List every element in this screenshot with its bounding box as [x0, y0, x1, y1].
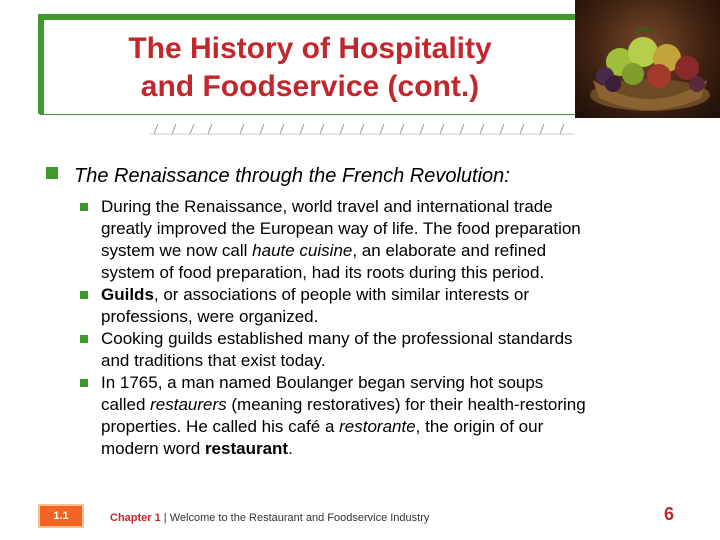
emphasis-text: restaurers	[150, 395, 227, 414]
bullet-text-line: greatly improved the European way of life. The food preparation	[101, 219, 581, 238]
bullet-text-line: modern word restaurant.	[101, 439, 293, 458]
title-line-1: The History of Hospitality	[128, 32, 492, 65]
decorative-ruler	[150, 122, 574, 136]
square-bullet-icon	[80, 291, 88, 299]
bullet-text-line: system of food preparation, had its roots during this period.	[101, 263, 545, 282]
bullet-text-line: system we now call haute cuisine, an elaborate and refined	[101, 241, 547, 260]
bullet-item	[80, 284, 690, 328]
bullet-item	[80, 196, 690, 284]
left-accent-bar	[38, 14, 44, 114]
course-title: Welcome to the Restaurant and Foodservice Industry	[169, 512, 430, 524]
bullet-text-line: called restaurers (meaning restoratives) for their health-restoring	[101, 395, 586, 414]
bullet-item	[80, 328, 690, 372]
fruit-basket-photo	[575, 0, 720, 118]
emphasis-text: haute cuisine	[252, 241, 353, 260]
square-bullet-icon	[80, 203, 88, 211]
bold-term: restaurant	[204, 439, 289, 458]
square-bullet-icon	[46, 167, 58, 179]
bullet-item	[80, 372, 690, 460]
bullet-text-line: Cooking guilds established many of the professional standards	[101, 329, 573, 348]
bullet-text-line: properties. He called his café a restorante, the origin of our	[101, 417, 544, 436]
bullet-text-line: and traditions that exist today.	[101, 351, 326, 370]
square-bullet-icon	[80, 379, 88, 387]
bullet-text-line: In 1765, a man named Boulanger began serving hot soups	[101, 373, 544, 392]
footer-separator: |	[160, 512, 170, 524]
bullet-text-line: Guilds, or associations of people with similar interests or	[101, 285, 530, 304]
top-accent-bar	[38, 14, 575, 20]
section-badge: 1.1	[38, 504, 84, 528]
square-bullet-icon	[80, 335, 88, 343]
slide-title	[60, 30, 560, 106]
bullet-list	[80, 196, 690, 460]
section-heading-text: The Renaissance through the French Revolution:	[74, 165, 510, 187]
bullet-text-line: During the Renaissance, world travel and international trade	[101, 197, 553, 216]
page-number: 6	[664, 504, 675, 524]
title-divider	[40, 114, 576, 115]
fruit-basket-illustration	[575, 0, 720, 118]
bullet-text-line: professions, were organized.	[101, 307, 319, 326]
chapter-label: Chapter 1	[110, 512, 161, 524]
footer-text	[110, 512, 429, 524]
bold-term: Guilds	[101, 285, 154, 304]
emphasis-text: restorante	[339, 417, 416, 436]
title-line-2: and Foodservice (cont.)	[140, 70, 480, 103]
